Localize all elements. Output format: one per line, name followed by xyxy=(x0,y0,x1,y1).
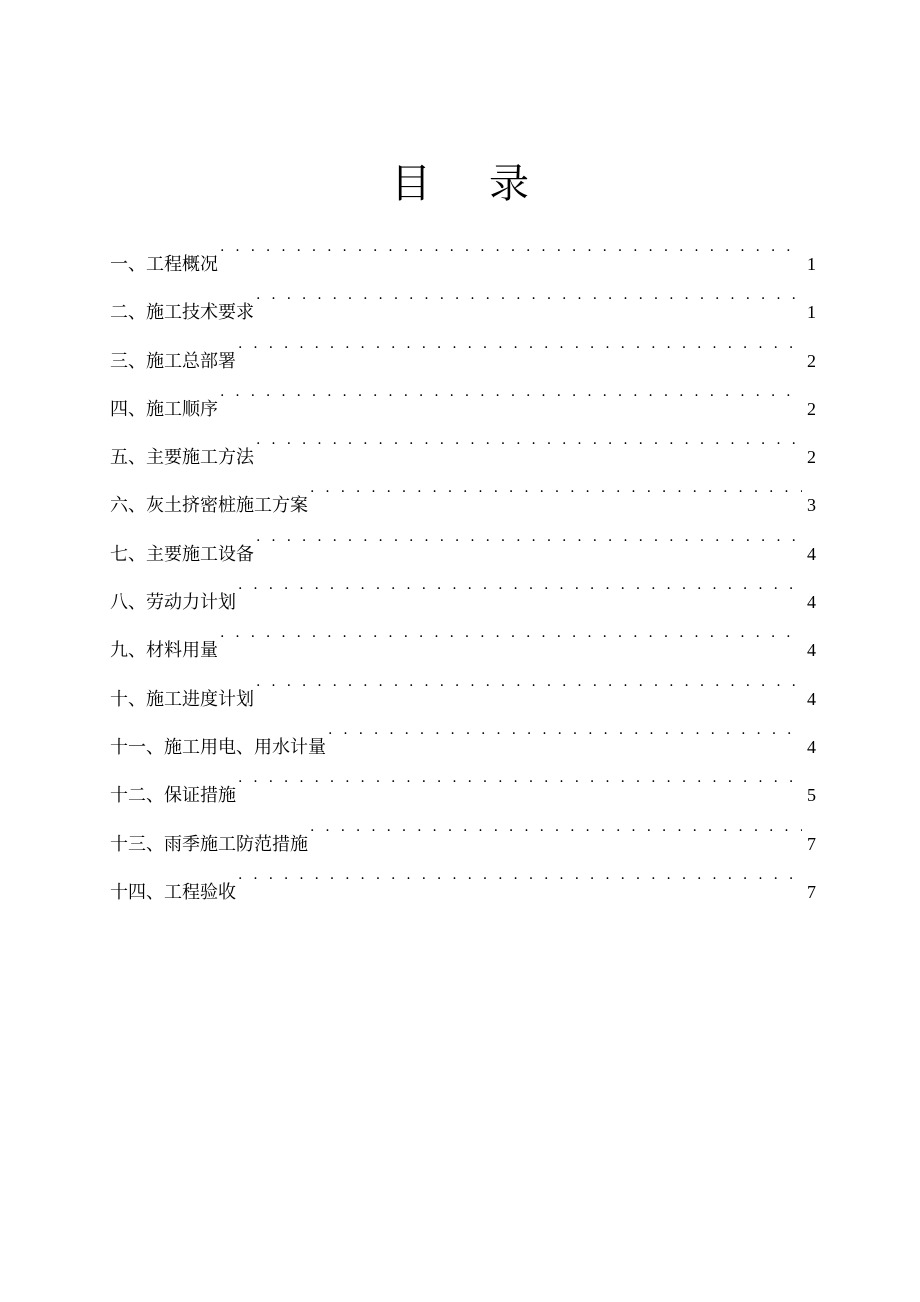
toc-entry-label: 十四、工程验收 xyxy=(110,881,236,903)
toc-entry-page: 5 xyxy=(807,785,816,806)
toc-leader-dots xyxy=(220,367,802,415)
toc-entry-page: 3 xyxy=(807,495,816,516)
toc-leader-dots xyxy=(256,415,802,463)
toc-leader-dots xyxy=(220,222,802,270)
toc-leader-dots xyxy=(310,802,802,850)
toc-leader-dots xyxy=(238,319,802,367)
toc-leader-dots xyxy=(238,753,802,801)
toc-entry-page: 1 xyxy=(807,254,816,274)
toc-entry-label: 十三、雨季施工防范措施 xyxy=(110,833,308,855)
toc-entry-page: 4 xyxy=(807,592,816,613)
toc-leader-dots xyxy=(238,560,802,608)
toc-leader-dots xyxy=(238,850,802,898)
toc-entry-page: 4 xyxy=(807,688,816,709)
toc-leader-dots xyxy=(220,608,802,656)
toc-entry-label: 六、灰土挤密桩施工方案 xyxy=(110,495,308,517)
toc-entry-label: 八、劳动力计划 xyxy=(110,592,236,614)
toc-entry-label: 一、工程概况 xyxy=(110,254,218,275)
toc-entry-page: 2 xyxy=(807,350,816,371)
toc-entry-label: 四、施工顺序 xyxy=(110,398,218,420)
toc-entry-label: 三、施工总部署 xyxy=(110,350,236,372)
toc-title-char-1: 目 xyxy=(391,161,431,207)
toc-leader-dots xyxy=(256,657,802,705)
toc-title-char-2: 录 xyxy=(489,161,529,207)
toc-entry-page: 1 xyxy=(807,302,816,323)
toc-entry-label: 十二、保证措施 xyxy=(110,785,236,807)
toc-entry-page: 7 xyxy=(807,881,816,902)
toc-entry-label: 十、施工进度计划 xyxy=(110,688,254,710)
toc-leader-dots xyxy=(256,270,802,318)
toc-entry-page: 2 xyxy=(807,398,816,419)
toc-entry-label: 七、主要施工设备 xyxy=(110,543,254,565)
toc-list xyxy=(110,222,816,903)
toc-entry-label: 二、施工技术要求 xyxy=(110,302,254,324)
toc-entry[interactable] xyxy=(110,222,816,275)
toc-leader-dots xyxy=(256,512,802,560)
toc-entry-label: 五、主要施工方法 xyxy=(110,447,254,469)
toc-entry-page: 4 xyxy=(807,640,816,661)
toc-entry-label: 十一、施工用电、用水计量 xyxy=(110,736,326,758)
toc-leader-dots xyxy=(328,705,802,753)
toc-entry-page: 7 xyxy=(807,833,816,854)
toc-entry-page: 2 xyxy=(807,447,816,468)
toc-leader-dots xyxy=(310,463,802,511)
toc-entry-page: 4 xyxy=(807,736,816,757)
toc-entry-page: 4 xyxy=(807,543,816,564)
toc-entry-label: 九、材料用量 xyxy=(110,640,218,662)
toc-title xyxy=(0,158,920,210)
